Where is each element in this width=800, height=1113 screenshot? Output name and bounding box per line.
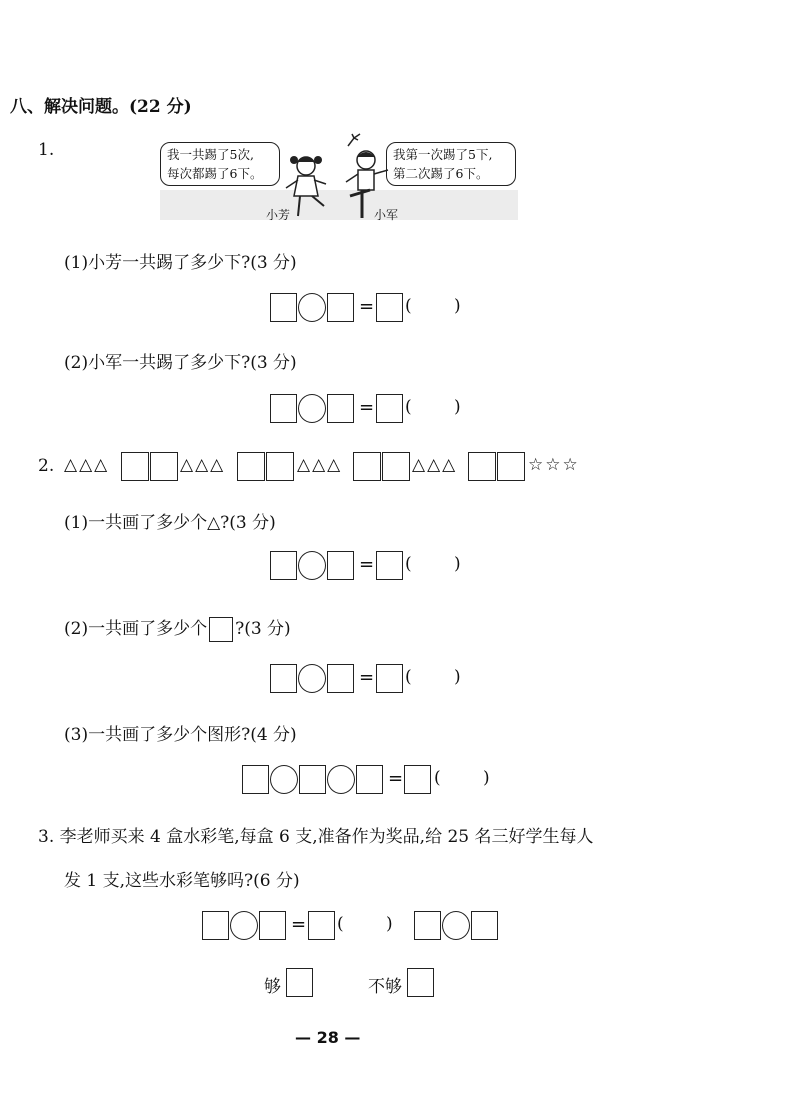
square-shape [121,452,149,481]
caption-xiaojun: 小军 [374,208,399,222]
unit-paren-open: ( [405,397,412,417]
square-shape [209,617,233,642]
question-2-sub-2-suffix: ?(3 分) [235,619,291,639]
square-shape [497,452,525,481]
enough-checkbox[interactable] [286,968,313,997]
square-shape [353,452,381,481]
illustration-ground [160,190,518,220]
equals-sign: = [359,667,375,688]
answer-box[interactable] [376,394,403,423]
square-shape [266,452,294,481]
unit-paren-close: ) [454,667,461,687]
unit-paren-open: ( [337,914,344,934]
answer-box[interactable] [327,664,354,693]
unit-paren-close: ) [454,554,461,574]
answer-box[interactable] [327,394,354,423]
question-3-text: 3. 李老师买来 4 盒水彩笔,每盒 6 支,准备作为奖品,给 25 名三好学生每人 [38,827,594,847]
unit-paren-close: ) [386,914,393,934]
answer-box[interactable] [308,911,335,940]
square-shape [468,452,496,481]
question-1-sub-2: (2)小军一共踢了多少下?(3 分) [64,353,297,373]
operator-circle[interactable] [298,394,326,423]
answer-box[interactable] [202,911,229,940]
answer-box[interactable] [242,765,269,794]
kick-illustration [160,132,518,222]
square-shape [150,452,178,481]
answer-box[interactable] [376,551,403,580]
answer-box[interactable] [270,664,297,693]
triangle-group: △△△ [297,455,343,475]
answer-box[interactable] [376,664,403,693]
operator-circle[interactable] [230,911,258,940]
question-2-sub-2 [64,614,291,642]
square-shape [237,452,265,481]
question-2-sub-3: (3)一共画了多少个图形?(4 分) [64,725,297,745]
answer-box[interactable] [356,765,383,794]
answer-box[interactable] [259,911,286,940]
answer-box[interactable] [327,551,354,580]
answer-box[interactable] [404,765,431,794]
equals-sign: = [359,554,375,575]
bubble-text: 我一共踢了5次, [167,147,254,162]
speech-bubble-xiaofang [160,142,280,186]
equals-sign: = [291,914,307,935]
unit-paren-close: ) [454,397,461,417]
unit-paren-open: ( [434,768,441,788]
answer-box[interactable] [299,765,326,794]
comparison-circle[interactable] [442,911,470,940]
question-1-sub-1: (1)小芳一共踢了多少下?(3 分) [64,253,297,273]
question-2-sub-1: (1)一共画了多少个△?(3 分) [64,513,276,533]
operator-circle[interactable] [298,293,326,322]
question-2-number: 2. [38,456,55,476]
triangle-group: △△△ [64,455,110,475]
question-1-number: 1. [38,140,55,160]
answer-box[interactable] [327,293,354,322]
answer-box[interactable] [270,551,297,580]
unit-paren-open: ( [405,554,412,574]
section-title: 八、解决问题。(22 分) [10,97,192,117]
triangle-group: △△△ [180,455,226,475]
caption-xiaofang: 小芳 [266,208,291,222]
star-group: ☆☆☆ [528,455,580,475]
operator-circle[interactable] [270,765,298,794]
page-number: — 28 — [295,1028,361,1047]
bubble-text: 第二次踢了6下。 [393,166,489,181]
not-enough-label: 不够 [368,977,402,997]
unit-paren-close: ) [454,296,461,316]
unit-paren-open: ( [405,296,412,316]
not-enough-checkbox[interactable] [407,968,434,997]
operator-circle[interactable] [298,664,326,693]
equals-sign: = [359,397,375,418]
unit-paren-open: ( [405,667,412,687]
triangle-group: △△△ [412,455,458,475]
answer-box[interactable] [414,911,441,940]
answer-box[interactable] [471,911,498,940]
operator-circle[interactable] [298,551,326,580]
unit-paren-close: ) [483,768,490,788]
bubble-text: 每次都踢了6下。 [167,166,263,181]
question-2-sub-2-text: (2)一共画了多少个 [64,619,208,639]
bubble-text: 我第一次踢了5下, [393,147,493,162]
equals-sign: = [359,296,375,317]
answer-box[interactable] [376,293,403,322]
question-3-text-line-2: 发 1 支,这些水彩笔够吗?(6 分) [64,871,300,891]
speech-bubble-xiaojun [386,142,516,186]
answer-box[interactable] [270,293,297,322]
enough-label: 够 [264,977,281,997]
operator-circle[interactable] [327,765,355,794]
answer-box[interactable] [270,394,297,423]
equals-sign: = [388,768,404,789]
square-shape [382,452,410,481]
